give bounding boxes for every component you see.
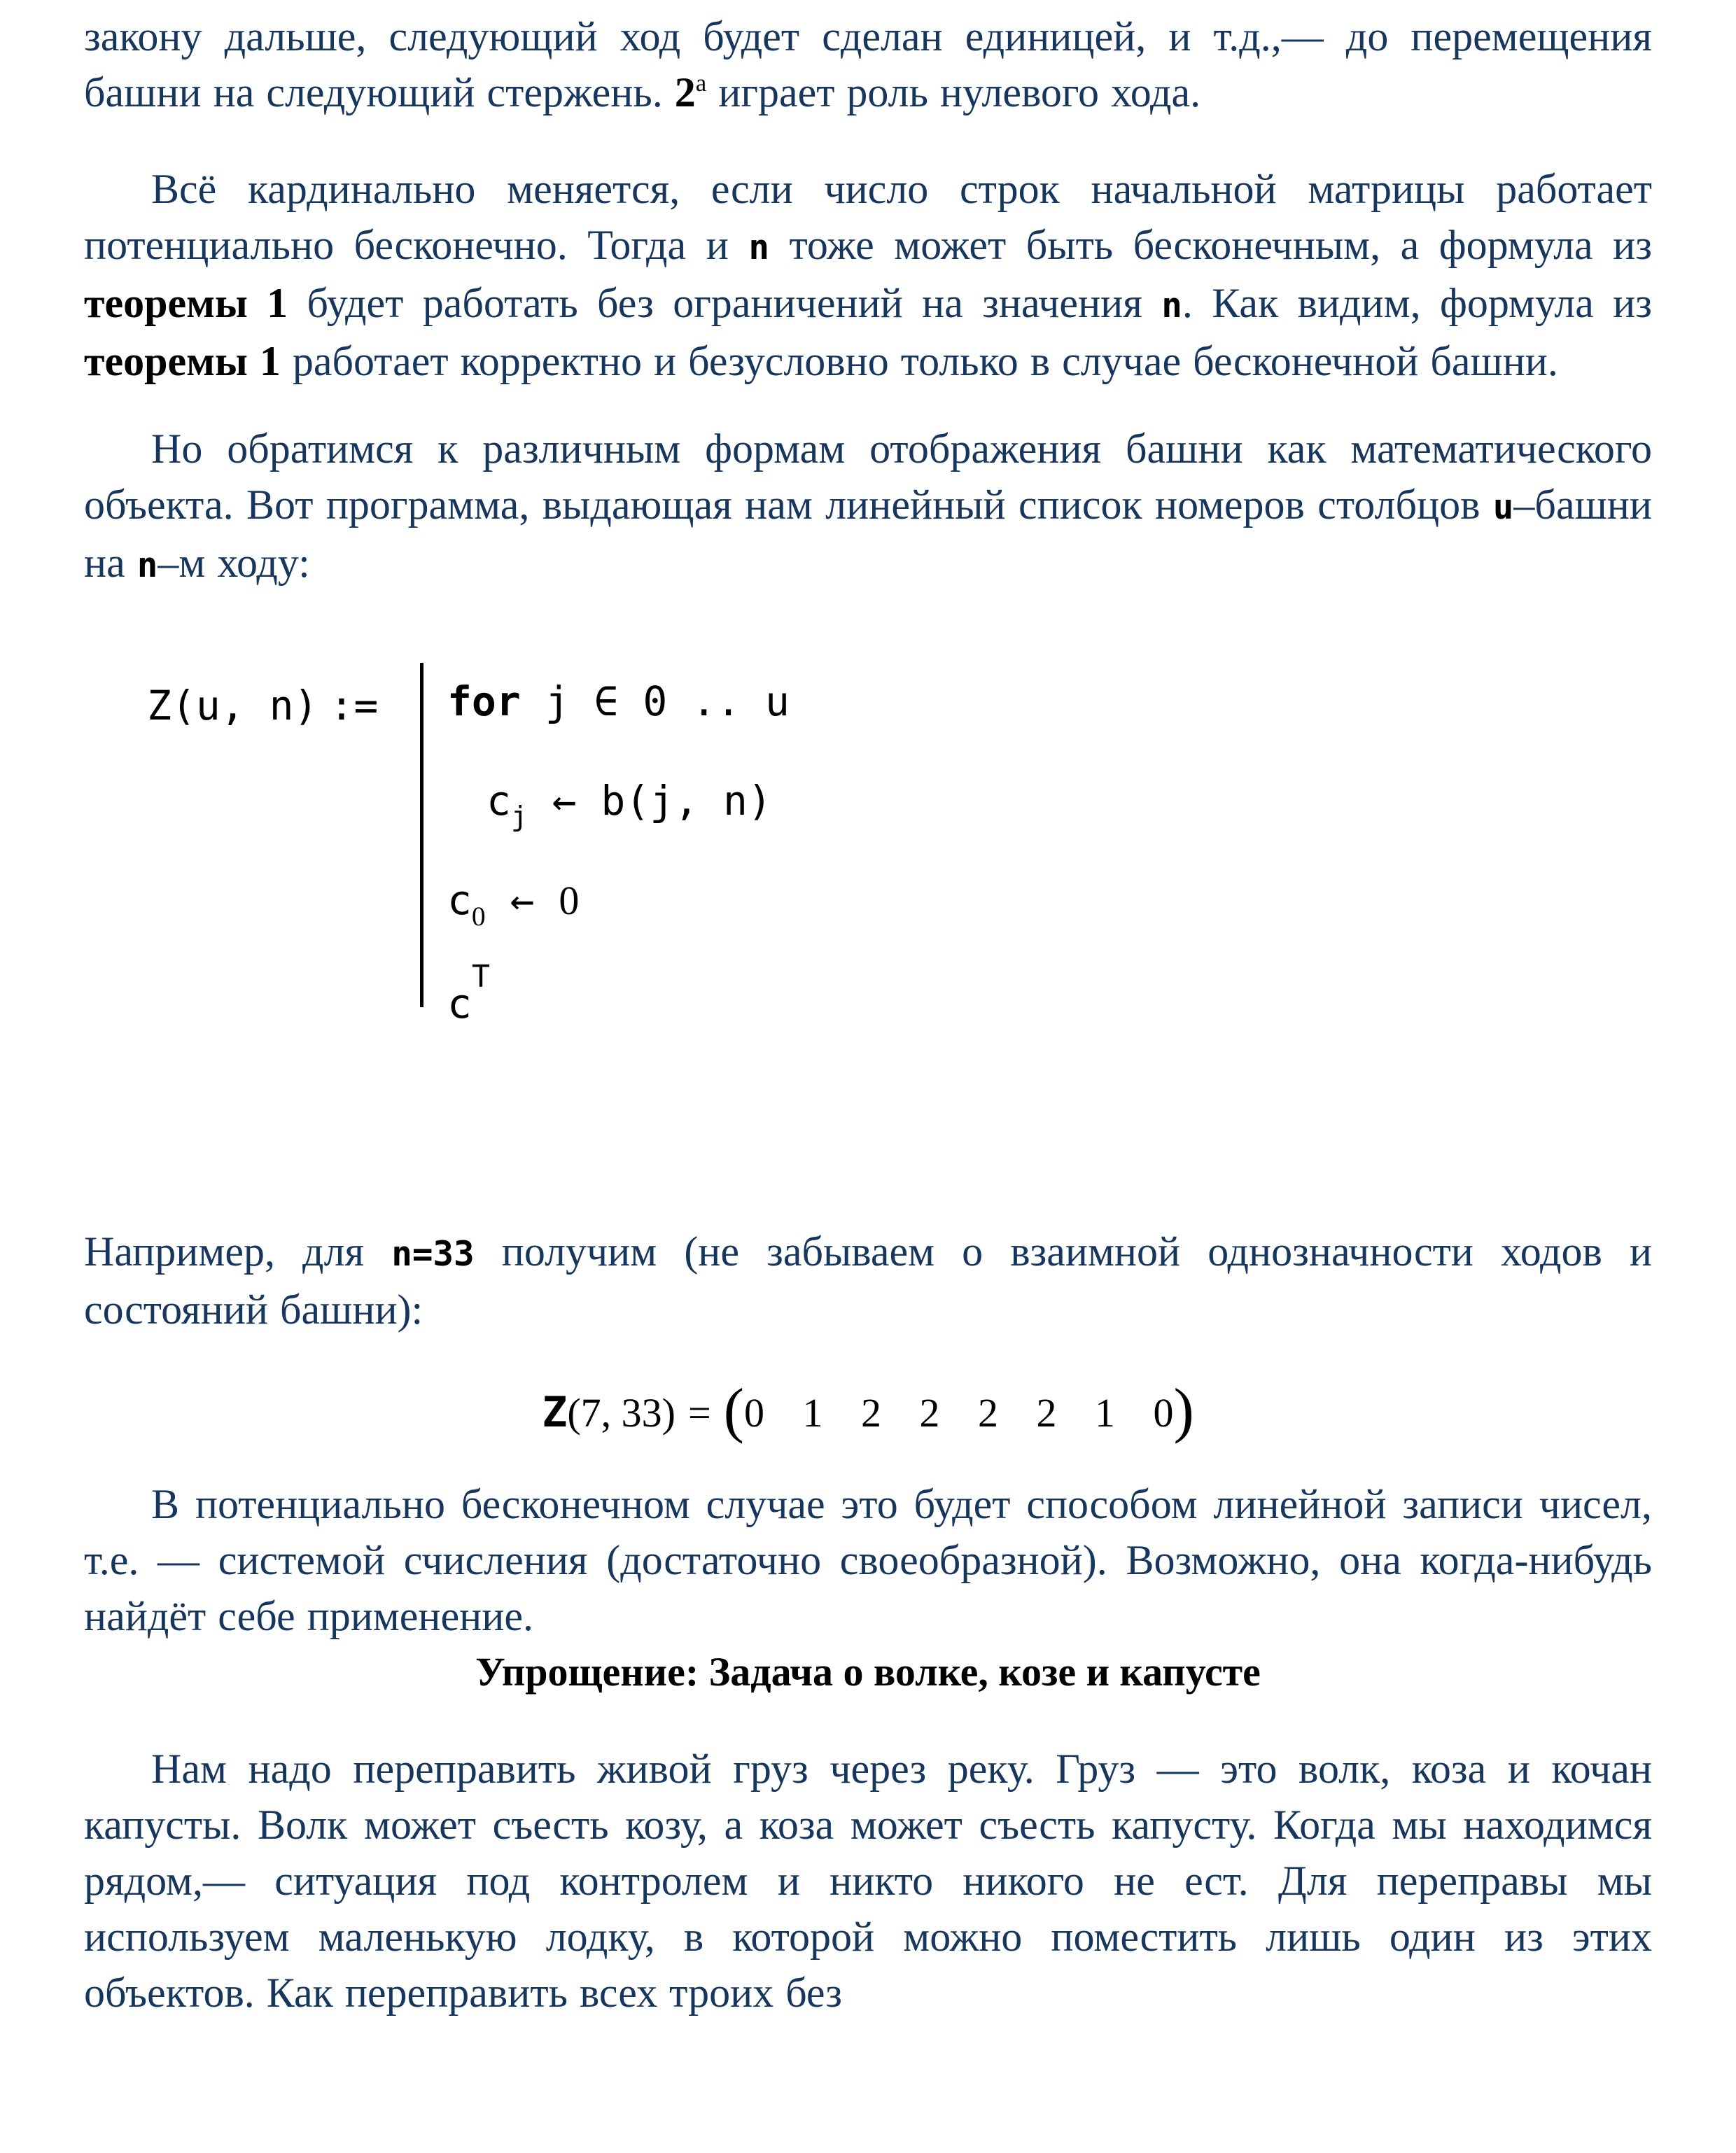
call-b-j-n: b(j, n) — [601, 777, 772, 825]
assign-arrow: ← — [485, 876, 559, 924]
variable-u: u — [1492, 486, 1514, 527]
program-line-c0 — [447, 876, 790, 932]
text-run: играет роль нулевого хода. — [706, 69, 1201, 115]
assign-arrow: ← — [527, 777, 601, 825]
theorem-1-reference: теоремы 1 — [84, 338, 281, 384]
paragraph-infinite-matrix — [84, 161, 1652, 389]
expression-n-equals-33: n=33 — [391, 1233, 475, 1274]
program-line-return — [447, 960, 790, 1028]
theorem-1-reference: теоремы 1 — [84, 280, 288, 326]
result-formula — [84, 1376, 1652, 1448]
program-definition — [147, 663, 420, 729]
text-run: работает корректно и безусловно только в случае бесконечной башни. — [280, 338, 1558, 384]
mathcad-program-block — [147, 663, 1652, 1080]
subscript-0: 0 — [471, 901, 486, 932]
function-arguments: (7, 33) — [567, 1390, 676, 1436]
function-signature: Z(u, n) — [147, 682, 318, 729]
text-run: закону дальше, следующий ход будет сделан единицей, и т.д.,— до перемещения башни на следующий стержень. — [84, 13, 1652, 115]
paragraph-tower-forms — [84, 421, 1652, 593]
variable-c: c — [486, 777, 511, 825]
transpose-operator: T — [471, 960, 491, 995]
text-run: тоже может быть бесконечным, а формула из — [769, 222, 1652, 268]
text-run: Но обратимся к различным формам отображения башни как математического объекта. Вот программа, выдающая нам линейный список номеров столбцов — [84, 426, 1652, 528]
paragraph-law-continuation — [84, 8, 1652, 120]
program-line-for — [447, 678, 790, 724]
section-heading — [84, 1644, 1652, 1700]
subscript-j: j — [510, 801, 528, 833]
close-paren: ) — [1173, 1377, 1194, 1445]
value-0: 0 — [559, 878, 580, 923]
heading-text: Упрощение: Задача о волке, козе и капусте — [475, 1649, 1261, 1695]
text-run: В потенциально бесконечном случае это будет способом линейной записи чисел, т.е. — системой счисления (достаточно своеобразной). Возможно, она когда-нибудь найдёт себе применение. — [84, 1481, 1652, 1639]
text-run: Всё кардинально меняется, если число строк начальной матрицы работает потенциально бесконечно. Тогда и — [84, 166, 1652, 268]
open-paren: ( — [723, 1377, 744, 1445]
text-run: будет работать без ограничений на значения — [288, 280, 1162, 326]
variable-n: n — [748, 227, 769, 267]
paragraph-wolf-goat-cabbage — [84, 1741, 1652, 2021]
variable-n: n — [1161, 285, 1182, 325]
text-run: получим (не забываем о взаимной однозначности ходов и состояний башни): — [84, 1228, 1652, 1333]
equals-sign: = — [687, 1390, 711, 1436]
for-range: j ∈ 0 .. u — [520, 678, 790, 725]
for-keyword: for — [447, 678, 521, 725]
text-run: Нам надо переправить живой груз через реку. Груз — это волк, коза и кочан капусты. Волк может съесть козу, а коза может съесть капусту. Когда мы находимся рядом,— ситуация под контролем и никто никого не ест. Для переправы мы используем маленькую лодку, в которой можно поместить лишь один из этих объектов. Как переправить всех троих без — [84, 1746, 1652, 2016]
superscript-a: a — [695, 69, 707, 97]
text-run: –м ходу: — [158, 540, 310, 586]
math-run-two: 2 — [674, 69, 696, 115]
variable-c: c — [447, 876, 472, 924]
program-body — [424, 663, 790, 1080]
variable-n: n — [136, 545, 158, 585]
paragraph-example-n33 — [84, 1223, 1652, 1338]
assignment-operator: := — [329, 682, 379, 729]
paragraph-number-system — [84, 1476, 1652, 1644]
variable-c: c — [447, 980, 472, 1028]
row-vector-values: 0 1 2 2 2 2 1 0 — [743, 1390, 1174, 1436]
text-run: Например, для — [84, 1228, 392, 1275]
text-run: –башни на — [84, 482, 1652, 586]
function-z: Z — [542, 1388, 568, 1437]
text-run: . Как видим, формула из — [1182, 280, 1652, 326]
program-line-cj — [486, 777, 790, 833]
